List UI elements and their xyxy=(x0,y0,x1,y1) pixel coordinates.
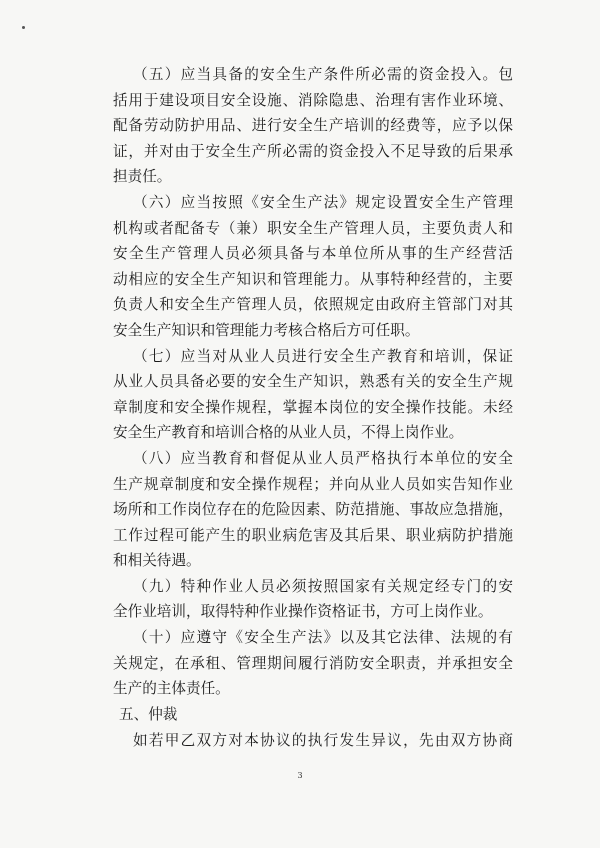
text-line: 安全生产教育和培训合格的从业人员，不得上岗作业。 xyxy=(113,424,464,442)
text-line: 场所和工作岗位存在的危险因素、防范措施、事故应急措施， xyxy=(113,501,513,519)
text-line: 机构或者配备专（兼）职安全生产管理人员，主要负责人和 xyxy=(113,219,513,237)
text-line: 从业人员具备必要的安全生产知识，熟悉有关的安全生产规 xyxy=(113,373,513,391)
text-line: 生产规章制度和安全操作规程；并向从业人员如实告知作业 xyxy=(113,475,513,493)
text-line: （九）特种作业人员必须按照国家有关规定经专门的安 xyxy=(133,577,513,595)
text-line: 生产的主体责任。 xyxy=(113,680,230,698)
clause-10-paragraph xyxy=(113,625,513,702)
scan-speck xyxy=(22,26,25,29)
text-line: 括用于建设项目安全设施、消除隐患、治理有害作业环境、 xyxy=(113,91,513,109)
text-line: 关规定，在承租、管理期间履行消防安全职责，并承担安全 xyxy=(113,654,513,672)
final-text-line: 如若甲乙双方对本协议的执行发生异议，先由双方协商 xyxy=(133,731,513,749)
clause-7-paragraph xyxy=(113,344,513,446)
text-line: 配备劳动防护用品、进行安全生产培训的经费等，应予以保 xyxy=(113,117,513,135)
section-heading: 五、仲裁 xyxy=(119,705,178,723)
text-line: 工作过程可能产生的职业病危害及其后果、职业病防护措施 xyxy=(113,526,513,544)
clause-8-paragraph xyxy=(113,446,513,574)
clause-6-paragraph xyxy=(113,190,513,344)
text-line: 证，并对由于安全生产所必需的资金投入不足导致的后果承 xyxy=(113,142,513,160)
text-line: 安全生产管理人员必须具备与本单位所从事的生产经营活 xyxy=(113,245,513,263)
text-line: 全作业培训，取得特种作业操作资格证书，方可上岗作业。 xyxy=(113,603,493,621)
text-line: （五）应当具备的安全生产条件所必需的资金投入。包 xyxy=(133,66,513,83)
text-line: （六）应当按照《安全生产法》规定设置安全生产管理 xyxy=(133,193,513,211)
text-line: 负责人和安全生产管理人员，依照规定由政府主管部门对其 xyxy=(113,296,513,314)
text-line: （八）应当教育和督促从业人员严格执行本单位的安全 xyxy=(133,449,513,467)
clause-5-paragraph xyxy=(113,62,513,190)
clause-9-paragraph xyxy=(113,574,513,625)
text-line: 动相应的安全生产知识和管理能力。从事特种经营的，主要 xyxy=(113,270,513,288)
text-line: 安全生产知识和管理能力考核合格后方可任职。 xyxy=(113,321,420,339)
page-body xyxy=(113,62,513,753)
text-line: （七）应当对从业人员进行安全生产教育和培训，保证 xyxy=(133,347,513,365)
text-line: 担责任。 xyxy=(113,168,172,186)
text-line: 和相关待遇。 xyxy=(113,552,201,570)
page-number: 3 xyxy=(297,771,303,780)
text-line: 章制度和安全操作规程，掌握本岗位的安全操作技能。未经 xyxy=(113,398,513,416)
text-line: （十）应遵守《安全生产法》以及其它法律、法规的有 xyxy=(133,629,513,647)
